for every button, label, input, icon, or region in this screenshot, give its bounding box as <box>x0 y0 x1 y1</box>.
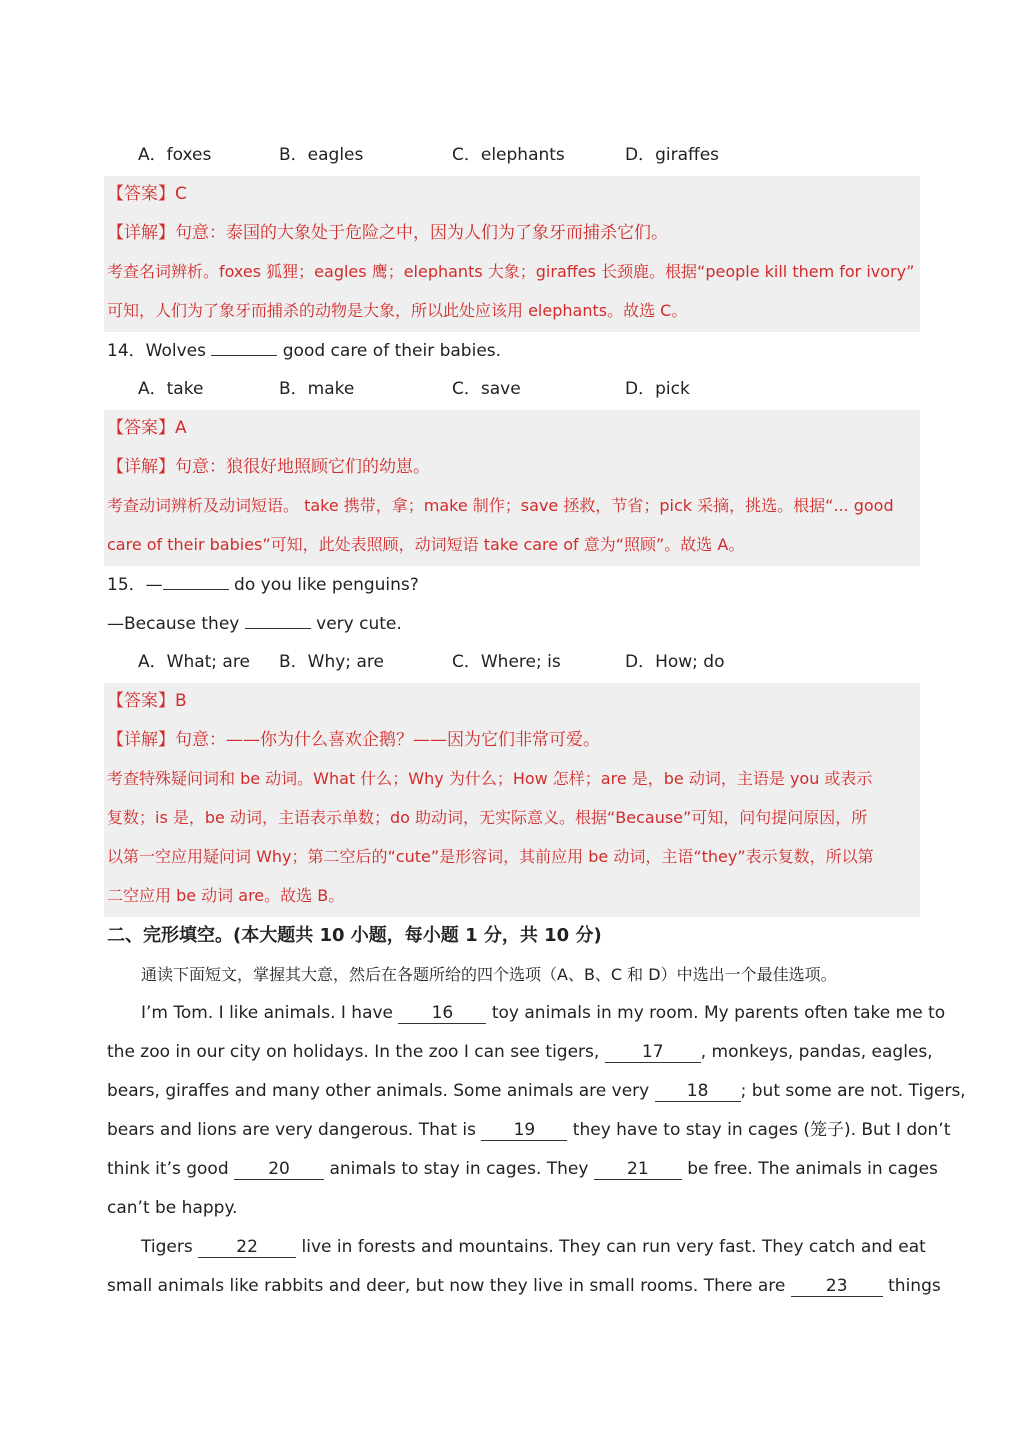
q14-explain-2: care of their babies”可知，此处表照顾，动词短语 take care of 意为“照顾”。故选 A。 <box>107 535 745 554</box>
passage-text: toy animals in my room. My parents often take me to <box>491 1003 946 1023</box>
q14-option-b: B．make <box>279 379 355 399</box>
q15-stem-2 <box>107 612 402 635</box>
q15-option-d: D．How; do <box>625 652 725 672</box>
q13-option-b: B．eagles <box>279 145 364 165</box>
passage-line-2 <box>107 1041 933 1063</box>
q13-explain-2: 可知，人们为了象牙而捕杀的动物是大象，所以此处应该用 elephants。故选 C。 <box>107 301 688 320</box>
passage-text: live in forests and mountains. They can run very fast. They catch and eat <box>301 1237 926 1257</box>
q13-detail: 【详解】句意：泰国的大象处于危险之中，因为人们为了象牙而捕杀它们。 <box>107 223 668 243</box>
q15-option-b: B．Why; are <box>279 652 384 672</box>
q14-stem-start: 14．Wolves <box>107 341 206 361</box>
q14-explain-1: 考查动词辨析及动词短语。 take 携带，拿；make 制作；save 拯救，节省；pick 采摘，挑选。根据“... good <box>107 496 894 515</box>
q15-explain-4: 二空应用 be 动词 are。故选 B。 <box>107 886 345 905</box>
blank-19: 19 <box>481 1120 567 1141</box>
q14-stem-end: good care of their babies. <box>282 341 502 361</box>
blank-18: 18 <box>655 1081 741 1102</box>
q13-explain-1: 考查名词辨析。foxes 狐狸；eagles 鹰；elephants 大象；giraffes 长颈鹿。根据“people kill them for ivory” <box>107 262 915 281</box>
passage-text: small animals like rabbits and deer, but now they live in small rooms. There are <box>107 1276 786 1296</box>
q13-option-d: D．giraffes <box>625 145 720 165</box>
passage-line-5 <box>107 1158 938 1180</box>
q15-answer: 【答案】B <box>107 691 187 711</box>
passage-line-4 <box>107 1119 950 1141</box>
blank-21: 21 <box>594 1159 682 1180</box>
q14-option-a: A．take <box>138 379 204 399</box>
q14-option-d: D．pick <box>625 379 690 399</box>
passage-text: think it’s good <box>107 1159 229 1179</box>
section-instruction: 通读下面短文，掌握其大意，然后在各题所给的四个选项（A、B、C 和 D）中选出一个最佳选项。 <box>141 965 837 984</box>
q14-blank <box>211 339 277 356</box>
passage-text: , monkeys, pandas, eagles, <box>700 1042 933 1062</box>
passage-text: the zoo in our city on holidays. In the zoo I can see tigers, <box>107 1042 600 1062</box>
passage-text: animals to stay in cages. They <box>329 1159 589 1179</box>
blank-20: 20 <box>234 1159 324 1180</box>
q15-stem-2-start: —Because they <box>107 614 240 634</box>
passage-line-8 <box>107 1275 941 1297</box>
q15-explain-2: 复数；is 是，be 动词，主语表示单数；do 助动词，无实际意义。根据“Because”可知，问句提问原因，所 <box>107 808 868 827</box>
q15-explain-3: 以第一空应用疑问词 Why；第二空后的“cute”是形容词，其前应用 be 动词，主语“they”表示复数，所以第 <box>107 847 874 866</box>
q15-answer-box <box>104 683 920 917</box>
q15-blank-2 <box>245 612 311 629</box>
blank-23: 23 <box>791 1276 883 1297</box>
q13-answer: 【答案】C <box>107 184 187 204</box>
passage-text: they have to stay in cages (笼子). But I don’t <box>572 1120 951 1140</box>
passage-text: bears, giraffes and many other animals. Some animals are very <box>107 1081 650 1101</box>
passage-text: be free. The animals in cages <box>687 1159 938 1179</box>
q13-option-c: C．elephants <box>452 145 565 165</box>
q15-stem-1 <box>107 573 419 596</box>
section-heading: 二、完形填空。(本大题共 10 小题，每小题 1 分，共 10 分) <box>107 925 602 946</box>
blank-17: 17 <box>605 1042 701 1063</box>
passage-line-7 <box>141 1236 926 1258</box>
q14-answer: 【答案】A <box>107 418 187 438</box>
passage-text: bears and lions are very dangerous. That is <box>107 1120 476 1140</box>
passage-text: ; but some are not. Tigers, <box>740 1081 966 1101</box>
passage-text: I’m Tom. I like animals. I have <box>141 1003 394 1023</box>
q15-option-c: C．Where; is <box>452 652 561 672</box>
q15-stem-1-end: do you like penguins? <box>234 575 419 595</box>
q15-explain-1: 考查特殊疑问词和 be 动词。What 什么；Why 为什么；How 怎样；are 是，be 动词，主语是 you 或表示 <box>107 769 873 788</box>
q15-option-a: A．What; are <box>138 652 250 672</box>
passage-text: things <box>888 1276 941 1296</box>
q15-blank-1 <box>163 573 229 590</box>
q15-detail: 【详解】句意：——你为什么喜欢企鹅？——因为它们非常可爱。 <box>107 730 600 750</box>
blank-22: 22 <box>198 1237 296 1258</box>
passage-line-6: can’t be happy. <box>107 1198 238 1218</box>
q15-stem-2-end: very cute. <box>316 614 402 634</box>
passage-line-1 <box>141 1002 945 1024</box>
q14-option-c: C．save <box>452 379 521 399</box>
q14-stem <box>107 339 501 362</box>
passage-line-3 <box>107 1080 966 1102</box>
blank-16: 16 <box>398 1003 486 1024</box>
passage-text: Tigers <box>141 1237 193 1257</box>
q13-option-a: A．foxes <box>138 145 212 165</box>
q15-stem-1-start: 15．— <box>107 575 163 595</box>
q14-detail: 【详解】句意：狼很好地照顾它们的幼崽。 <box>107 457 430 477</box>
